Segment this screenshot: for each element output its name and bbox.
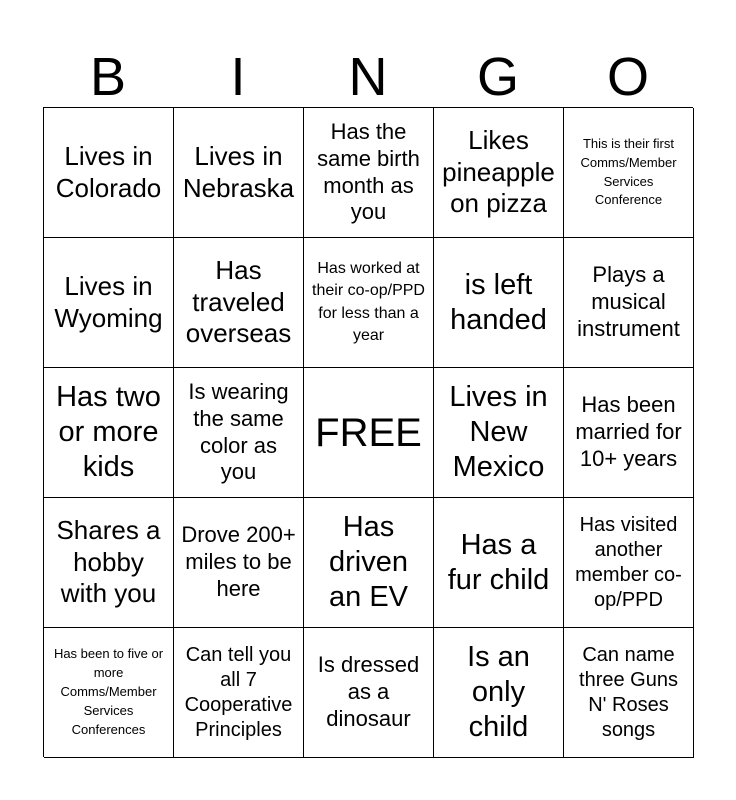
bingo-cell[interactable]: Lives in Colorado — [44, 108, 174, 238]
bingo-cell[interactable]: Has two or more kids — [44, 368, 174, 498]
bingo-cell[interactable]: Can tell you all 7 Cooperative Principles — [174, 628, 304, 758]
bingo-board — [43, 107, 693, 757]
bingo-cell[interactable]: Has driven an EV — [304, 498, 434, 628]
bingo-cell[interactable]: Is dressed as a dinosaur — [304, 628, 434, 758]
bingo-cell[interactable]: Is wearing the same color as you — [174, 368, 304, 498]
bingo-cell[interactable]: Can name three Guns N' Roses songs — [564, 628, 694, 758]
bingo-cell[interactable]: Drove 200+ miles to be here — [174, 498, 304, 628]
bingo-cell[interactable]: is left handed — [434, 238, 564, 368]
header-letter-b: B — [89, 47, 127, 107]
bingo-cell[interactable]: Has worked at their co-op/PPD for less than a year — [304, 238, 434, 368]
bingo-cell[interactable]: Has the same birth month as you — [304, 108, 434, 238]
bingo-cell[interactable]: Is an only child — [434, 628, 564, 758]
bingo-cell[interactable]: Has traveled overseas — [174, 238, 304, 368]
bingo-cell[interactable]: Lives in New Mexico — [434, 368, 564, 498]
bingo-cell[interactable]: Lives in Nebraska — [174, 108, 304, 238]
bingo-cell[interactable]: Has been to five or more Comms/Member Services Conferences — [44, 628, 174, 758]
header-letter-o: O — [606, 47, 649, 107]
bingo-cell[interactable]: Has a fur child — [434, 498, 564, 628]
header-letter-n: N — [348, 47, 388, 107]
bingo-cell[interactable]: Lives in Wyoming — [44, 238, 174, 368]
bingo-cell[interactable]: Likes pineapple on pizza — [434, 108, 564, 238]
bingo-cell[interactable]: This is their first Comms/Member Services Conference — [564, 108, 694, 238]
bingo-cell[interactable]: Has visited another member co-op/PPD — [564, 498, 694, 628]
bingo-cell[interactable]: Has been married for 10+ years — [564, 368, 694, 498]
bingo-cell[interactable]: Plays a musical instrument — [564, 238, 694, 368]
bingo-header — [43, 42, 693, 108]
header-letter-g: G — [476, 47, 519, 107]
header-letter-i: I — [230, 47, 246, 107]
bingo-cell[interactable]: Shares a hobby with you — [44, 498, 174, 628]
free-space[interactable]: FREE — [304, 368, 434, 498]
